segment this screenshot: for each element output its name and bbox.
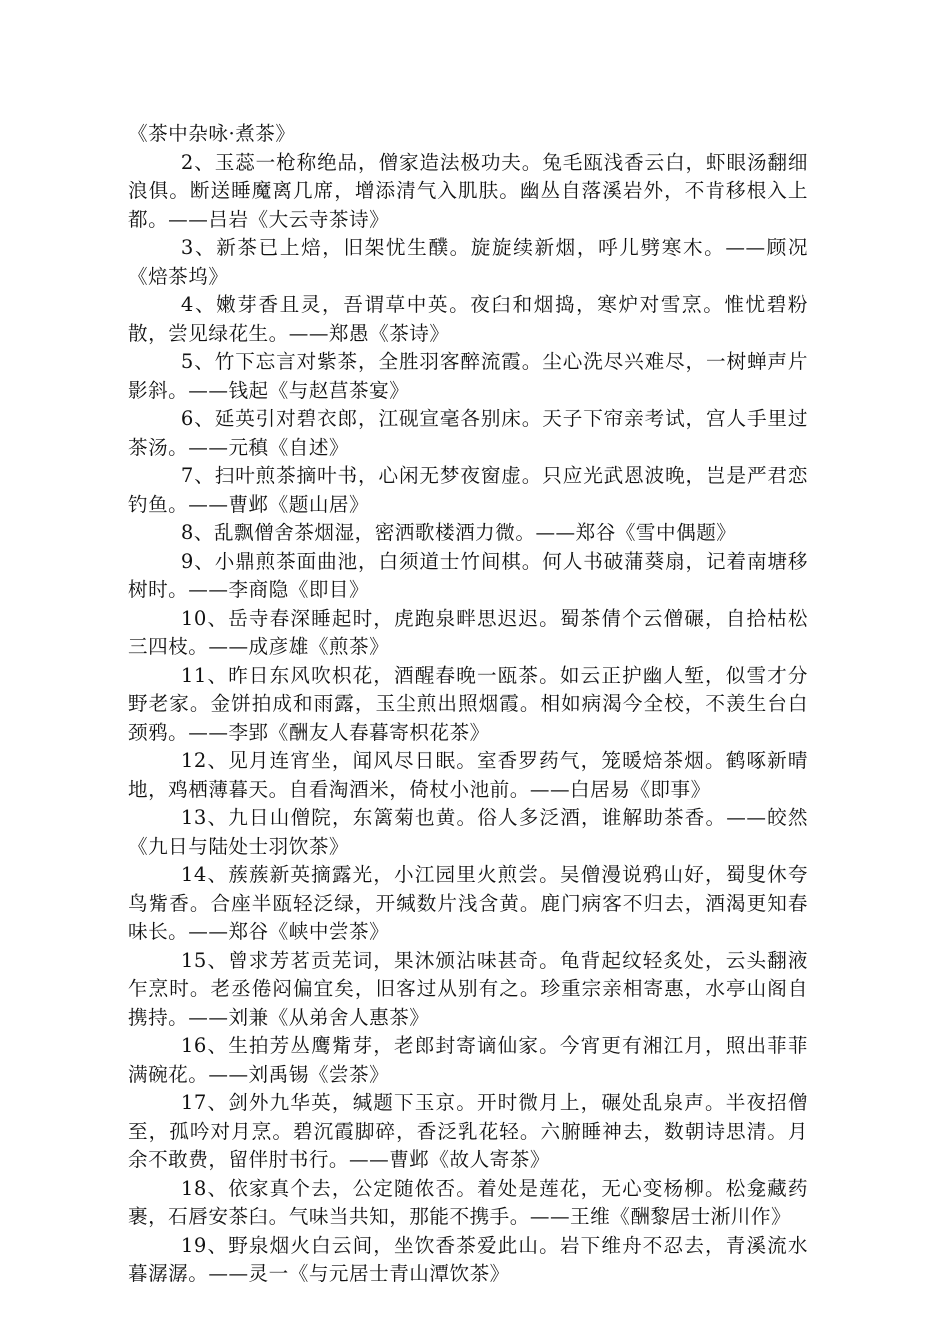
- poem-18: 18、依家真个去，公定随侬否。着处是莲花，无心变杨柳。松龛藏药裹，石唇安茶臼。气味当共知，那能不携手。——王维《酬黎居士淅川作》: [128, 1176, 808, 1228]
- poem-16: 16、生拍芳丛鹰觜芽，老郎封寄谪仙家。今宵更有湘江月，照出菲菲满碗花。——刘禹锡《尝茶》: [128, 1034, 808, 1086]
- poem-8: 8、乱飘僧舍茶烟湿，密洒歌楼酒力微。——郑谷《雪中偶题》: [180, 521, 737, 544]
- poem-17: 17、剑外九华英，缄题下玉京。开时微月上，碾处乱泉声。半夜招僧至，孤吟对月烹。碧沉霞脚碎，香泛乳花轻。六腑睡神去，数朝诗思清。月余不敢费，留伴肘书行。——曹邺《故人寄茶》: [128, 1091, 808, 1171]
- poem-9: 9、小鼎煎茶面曲池，白须道士竹间棋。何人书破蒲葵扇，记着南塘移树时。——李商隐《即目》: [128, 549, 808, 601]
- poem-2: 2、玉蕊一枪称绝品，僧家造法极功夫。兔毛瓯浅香云白，虾眼汤翻细浪俱。断送睡魔离几席，增添清气入肌肤。幽丛自落溪岩外，不肯移根入上都。——吕岩《大云寺茶诗》: [128, 150, 808, 231]
- document-page: [128, 120, 808, 1289]
- poem-3: 3、新茶已上焙，旧架忧生醭。旋旋续新烟，呼儿劈寒木。——顾况《焙茶坞》: [128, 236, 808, 288]
- poem-13: 13、九日山僧院，东篱菊也黄。俗人多泛酒，谁解助茶香。——皎然《九日与陆处士羽饮茶》: [128, 806, 808, 858]
- poem-10: 10、岳寺春深睡起时，虎跑泉畔思迟迟。蜀茶倩个云僧碾，自拾枯松三四枝。——成彦雄《煎茶》: [128, 606, 808, 658]
- poem-11: 11、昨日东风吹枳花，酒醒春晚一瓯茶。如云正护幽人堑，似雪才分野老家。金饼拍成和雨露，玉尘煎出照烟霞。相如病渴今全校，不羡生台白颈鸦。——李郢《酬友人春暮寄枳花茶》: [128, 663, 808, 744]
- poem-7: 7、扫叶煎茶摘叶书，心闲无梦夜窗虚。只应光武恩波晚，岂是严君恋钓鱼。——曹邺《题山居》: [128, 464, 808, 516]
- poem-12: 12、见月连宵坐，闻风尽日眠。室香罗药气，笼暖焙茶烟。鹤啄新晴地，鸡栖薄暮天。自看淘酒米，倚杖小池前。——白居易《即事》: [128, 749, 808, 801]
- poem-14: 14、蔟蔟新英摘露光，小江园里火煎尝。吴僧漫说鸦山好，蜀叟休夸鸟觜香。合座半瓯轻泛绿，开缄数片浅含黄。鹿门病客不归去，酒渴更知春味长。——郑谷《峡中尝茶》: [128, 863, 808, 943]
- poem-19: 19、野泉烟火白云间，坐饮香茶爱此山。岩下维舟不忍去，青溪流水暮潺潺。——灵一《与元居士青山潭饮茶》: [128, 1233, 808, 1285]
- poem-15: 15、曾求芳茗贡芜词，果沐颁沾味甚奇。龟背起纹轻炙处，云头翻液乍烹时。老丞倦闷偏宜矣，旧客过从别有之。珍重宗亲相寄惠，水亭山阁自携持。——刘兼《从弟舍人惠茶》: [128, 948, 808, 1029]
- poem-6: 6、延英引对碧衣郎，江砚宣毫各别床。天子下帘亲考试，宫人手里过茶汤。——元稹《自述》: [128, 407, 808, 459]
- poem-title-line: 《茶中杂咏·煮茶》: [128, 122, 296, 145]
- poem-4: 4、嫩芽香且灵，吾谓草中英。夜臼和烟捣，寒炉对雪烹。惟忧碧粉散，尝见绿花生。——郑愚《茶诗》: [128, 293, 808, 345]
- poem-5: 5、竹下忘言对紫茶，全胜羽客醉流霞。尘心洗尽兴难尽，一树蝉声片影斜。——钱起《与赵莒茶宴》: [128, 350, 808, 402]
